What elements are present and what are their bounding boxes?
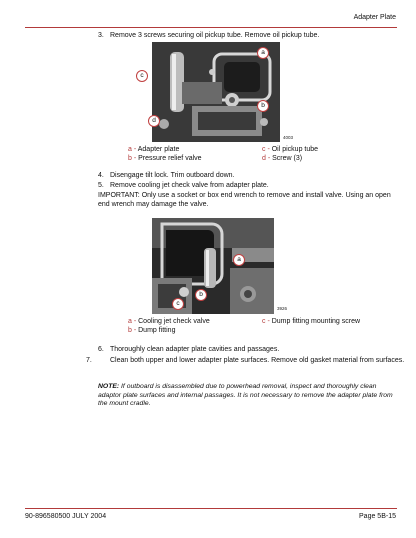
figure-2-legend-right bbox=[262, 317, 360, 326]
figure-2-illustration bbox=[152, 218, 274, 314]
step-3 bbox=[98, 31, 398, 40]
step-text: Clean both upper and lower adapter plate surfaces. Remove old gasket material from surfaces. bbox=[110, 357, 405, 364]
legend-item-c: c - Dump fitting mounting screw bbox=[262, 318, 361, 325]
step-4 bbox=[98, 171, 398, 180]
step-5 bbox=[98, 181, 398, 190]
note-text: If outboard is disassembled due to powerhead removal, inspect and thoroughly clean adaptor plate surfaces and internal passages. It is not necessary to remove the adapter plate from the mount cradle. bbox=[98, 383, 393, 407]
legend-item-a: a - Adapter plate bbox=[128, 146, 180, 153]
step-6 bbox=[98, 345, 398, 354]
callout-a: a bbox=[233, 254, 245, 266]
legend-item-d: d - Screw (3) bbox=[262, 155, 303, 162]
callout-b: b bbox=[257, 100, 269, 112]
step-text: Disengage tilt lock. Trim outboard down. bbox=[110, 172, 235, 179]
figure-2-image-number: 3926 bbox=[277, 306, 288, 311]
step-7 bbox=[86, 356, 406, 365]
note-paragraph bbox=[98, 383, 394, 409]
step-number: 4. bbox=[98, 172, 104, 179]
footer-part-number: 90-896580500 JULY 2004 bbox=[25, 513, 107, 520]
callout-a: a bbox=[257, 47, 269, 59]
callout-b: b bbox=[195, 289, 207, 301]
legend-item-b: b - Dump fitting bbox=[128, 327, 176, 334]
callout-d: d bbox=[148, 115, 160, 127]
step-number: 6. bbox=[98, 346, 104, 353]
callout-c: c bbox=[172, 298, 184, 310]
legend-item-c: c - Oil pickup tube bbox=[262, 146, 319, 153]
legend-item-a: a - Cooling jet check valve bbox=[128, 318, 210, 325]
step-number: 7. bbox=[86, 357, 92, 364]
footer-rule bbox=[25, 508, 397, 509]
figure-1-legend-left bbox=[128, 145, 202, 163]
header-section-title: Adapter Plate bbox=[353, 14, 396, 21]
legend-item-b: b - Pressure relief valve bbox=[128, 155, 202, 162]
callout-c: c bbox=[136, 70, 148, 82]
note-label: NOTE: bbox=[98, 383, 120, 390]
figure-1-image-number: 4003 bbox=[283, 135, 294, 140]
footer-page-number: Page 5B-15 bbox=[359, 513, 396, 520]
figure-2-legend-left bbox=[128, 317, 210, 335]
figure-2-photo bbox=[152, 218, 274, 314]
step-number: 5. bbox=[98, 182, 104, 189]
step-number: 3. bbox=[98, 32, 104, 39]
step-text: Thoroughly clean adapter plate cavities and passages. bbox=[110, 346, 280, 353]
step-text: Remove 3 screws securing oil pickup tube. Remove oil pickup tube. bbox=[110, 32, 320, 39]
important-note: IMPORTANT: Only use a socket or box end wrench to remove and install valve. Using an open end wrench may damage the valve. bbox=[98, 192, 391, 208]
header-rule bbox=[25, 27, 397, 28]
figure-1-legend-right bbox=[262, 145, 318, 163]
step-text: Remove cooling jet check valve from adapter plate. bbox=[110, 182, 269, 189]
